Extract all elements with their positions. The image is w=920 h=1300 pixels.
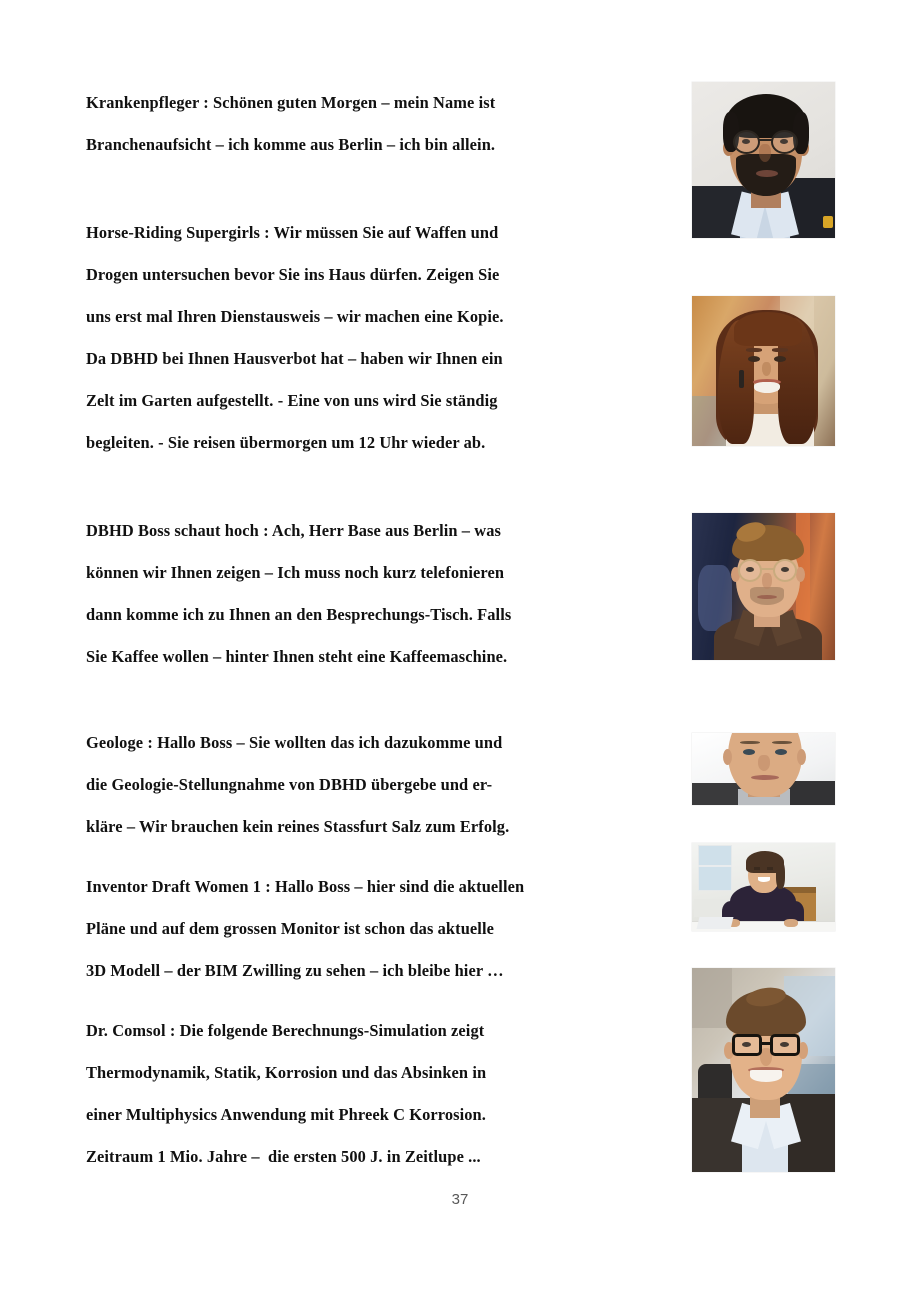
speech-line: Geologe : Hallo Boss – Sie wollten das ich dazukomme und [86, 733, 503, 752]
hand-right [784, 919, 798, 927]
smile-teeth [754, 382, 780, 393]
portrait-photo-krankenpfleger [692, 82, 835, 238]
eyebrow-right [772, 348, 788, 352]
speech-line: die Geologie-Stellungnahme von DBHD übergebe und er- [86, 775, 493, 794]
portrait-photo-dbhd-boss [692, 513, 835, 660]
speech-line: Sie Kaffee wollen – hinter Ihnen steht eine Kaffeemaschine. [86, 647, 508, 666]
earring [739, 370, 744, 388]
speech-line: Zeitraum 1 Mio. Jahre – die ersten 500 J. in Zeitlupe ... [86, 1147, 481, 1166]
nose [759, 144, 771, 162]
hair-top [734, 312, 802, 346]
ear-left [723, 749, 732, 765]
eye-right [767, 867, 773, 870]
eyeglasses-lens-left [738, 559, 762, 582]
eyeglasses-lens-right [770, 1034, 800, 1056]
speech-line: kläre – Wir brauchen kein reines Stassfurt Salz zum Erfolg. [86, 817, 510, 836]
portrait-photo-column [692, 0, 842, 1300]
speech-line: Da DBHD bei Ihnen Hausverbot hat – haben wir Ihnen ein [86, 349, 503, 368]
desk-documents [697, 917, 734, 929]
portrait-photo-dr-comsol [692, 968, 835, 1172]
eyeglasses-bridge [759, 139, 772, 141]
speech-line: Dr. Comsol : Die folgende Berechnungs-Simulation zeigt [86, 1021, 485, 1040]
page-number: 37 [451, 1191, 469, 1208]
eyeglasses-bridge [761, 568, 774, 570]
speech-line: 3D Modell – der BIM Zwilling zu sehen – ich bleibe hier … [86, 961, 504, 980]
eyebrow-left [746, 348, 762, 352]
ear-right [796, 567, 805, 582]
eyeglasses-bridge [760, 1042, 772, 1045]
speech-line: uns erst mal Ihren Dienstausweis – wir machen eine Kopie. [86, 307, 504, 326]
mouth [756, 170, 778, 177]
eyeglasses-lens-left [732, 1034, 762, 1056]
speech-block-krankenpfleger [86, 82, 606, 166]
mouth [751, 775, 779, 780]
lapel-badge [823, 216, 833, 228]
speech-line: Drogen untersuchen bevor Sie ins Haus dürfen. Zeigen Sie [86, 265, 500, 284]
speech-block-geologe [86, 722, 606, 848]
speech-line: Thermodynamik, Statik, Korrosion und das Absinken in [86, 1063, 487, 1082]
speech-line: Zelt im Garten aufgestellt. - Eine von uns wird Sie ständig [86, 391, 498, 410]
portrait-photo-inventor-draft-women [692, 843, 835, 931]
eye-left [748, 356, 760, 362]
speech-line: Branchenaufsicht – ich komme aus Berlin – ich bin allein. [86, 135, 496, 154]
background-blur-shape [698, 565, 732, 631]
speech-block-inventor-draft-women-1 [86, 866, 606, 992]
smile [758, 877, 770, 882]
portrait-photo-geologe [692, 733, 835, 805]
dialog-text-column [86, 82, 606, 1204]
speech-line: einer Multiphysics Anwendung mit Phreek C Korrosion. [86, 1105, 486, 1124]
mouth [757, 595, 777, 599]
speech-line: begleiten. - Sie reisen übermorgen um 12 Uhr wieder ab. [86, 433, 486, 452]
speech-block-dbhd-boss [86, 510, 606, 678]
office-window [698, 845, 732, 891]
nose [762, 362, 771, 376]
eye-right [774, 356, 786, 362]
eyeglasses-lens-right [771, 130, 798, 154]
speech-line: Horse-Riding Supergirls : Wir müssen Sie auf Waffen und [86, 223, 499, 242]
eye-right [775, 749, 787, 755]
portrait-photo-supergirl [692, 296, 835, 446]
speech-line: dann komme ich zu Ihnen an den Besprechungs-Tisch. Falls [86, 605, 512, 624]
window-frame-bar [698, 865, 732, 867]
eyeglasses-lens-right [773, 559, 797, 582]
speech-block-horse-riding-supergirls [86, 212, 606, 464]
eyeglasses-lens-left [733, 130, 760, 154]
eye-left [754, 867, 760, 870]
speech-line: Inventor Draft Women 1 : Hallo Boss – hier sind die aktuellen [86, 877, 525, 896]
eye-left [743, 749, 755, 755]
speech-block-dr-comsol [86, 1010, 606, 1178]
speech-line: Pläne und auf dem grossen Monitor ist schon das aktuelle [86, 919, 494, 938]
speech-line: Krankenpfleger : Schönen guten Morgen – mein Name ist [86, 93, 496, 112]
speech-line: DBHD Boss schaut hoch : Ach, Herr Base aus Berlin – was [86, 521, 501, 540]
speech-line: können wir Ihnen zeigen – Ich muss noch kurz telefonieren [86, 563, 505, 582]
ear-right [797, 749, 806, 765]
nose [758, 755, 770, 771]
smile-teeth [750, 1070, 782, 1082]
nose [762, 573, 772, 589]
ponytail [776, 861, 785, 889]
